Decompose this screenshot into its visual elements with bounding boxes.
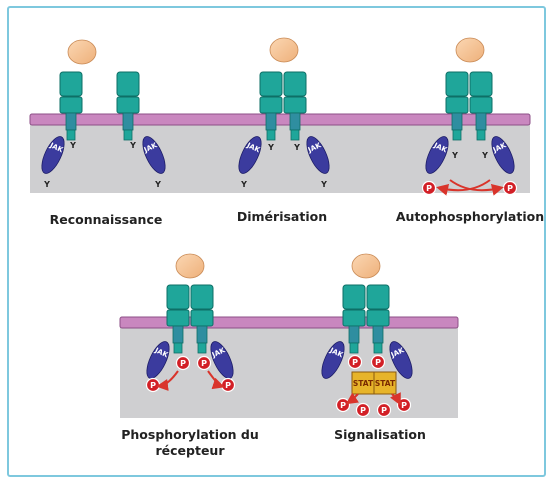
phospho-label: P (340, 401, 346, 410)
receptor-transmembrane (373, 326, 383, 343)
receptor-intracellular (267, 130, 275, 140)
receptor-intracellular (174, 343, 182, 353)
receptor-extracellular (191, 285, 213, 309)
phospho-label: P (401, 401, 407, 410)
tyrosine-label: Y (70, 141, 76, 150)
phospho-label: P (360, 406, 366, 415)
jak-label: JAK (328, 346, 345, 360)
jak-label: JAK (432, 141, 449, 155)
receptor-transmembrane (123, 113, 133, 130)
receptor-lower (117, 97, 139, 113)
receptor-extracellular (60, 72, 82, 96)
receptor-lower (284, 97, 306, 113)
receptor-intracellular (453, 130, 461, 140)
receptor-extracellular (260, 72, 282, 96)
phospho-label: P (426, 184, 432, 193)
receptor-lower (367, 310, 389, 326)
receptor-transmembrane (197, 326, 207, 343)
receptor-extracellular (470, 72, 492, 96)
receptor-transmembrane (349, 326, 359, 343)
tyrosine-label: Y (241, 180, 247, 189)
phospho-label: P (225, 381, 231, 390)
receptor-intracellular (477, 130, 485, 140)
tyrosine-label: Y (452, 151, 458, 160)
receptor-lower (191, 310, 213, 326)
label-recepteur: récepteur (155, 443, 225, 458)
label-autophosphorylation: Autophosphorylation (395, 209, 545, 224)
receptor-lower (343, 310, 365, 326)
phospho-label: P (180, 359, 186, 368)
receptor-intracellular (374, 343, 382, 353)
ligand-icon (270, 38, 298, 62)
tyrosine-label: Y (44, 180, 50, 189)
phospho-label: P (381, 406, 387, 415)
receptor-lower (167, 310, 189, 326)
ligand-icon (456, 38, 484, 62)
jak-label: JAK (48, 141, 65, 155)
tyrosine-label: Y (294, 143, 300, 152)
receptor-intracellular (124, 130, 132, 140)
jak-label: JAK (306, 141, 323, 155)
label-reconnaissance: Reconnaissance (49, 212, 163, 227)
receptor-lower (446, 97, 468, 113)
jak-label: JAK (245, 141, 262, 155)
receptor-extracellular (367, 285, 389, 309)
tyrosine-label: Y (155, 180, 161, 189)
jak-label: JAK (389, 346, 406, 360)
receptor-intracellular (291, 130, 299, 140)
phospho-label: P (150, 381, 156, 390)
receptor-extracellular (343, 285, 365, 309)
tyrosine-label: Y (482, 151, 488, 160)
phospho-label: P (507, 184, 513, 193)
label-phosphorylation-du: Phosphorylation du (121, 427, 259, 442)
receptor-lower (260, 97, 282, 113)
phospho-label: P (375, 358, 381, 367)
receptor-lower (470, 97, 492, 113)
label-signalisation: Signalisation (334, 427, 426, 442)
jak-label: JAK (491, 141, 508, 155)
stat-label: STAT (374, 379, 396, 388)
receptor-transmembrane (66, 113, 76, 130)
receptor-extracellular (446, 72, 468, 96)
label-dimerisation: Dimérisation (236, 209, 328, 224)
jak-label: JAK (153, 346, 170, 360)
ligand-icon (176, 254, 204, 278)
receptor-intracellular (67, 130, 75, 140)
receptor-transmembrane (452, 113, 462, 130)
ligand-icon (352, 254, 380, 278)
receptor-extracellular (284, 72, 306, 96)
jak-label: JAK (142, 141, 159, 155)
receptor-extracellular (167, 285, 189, 309)
receptor-transmembrane (266, 113, 276, 130)
receptor-extracellular (117, 72, 139, 96)
receptor-intracellular (198, 343, 206, 353)
receptor-intracellular (350, 343, 358, 353)
receptor-transmembrane (476, 113, 486, 130)
tyrosine-label: Y (268, 143, 274, 152)
jak-label: JAK (210, 346, 227, 360)
stat-label: STAT (352, 379, 374, 388)
tyrosine-label: Y (130, 141, 136, 150)
tyrosine-label: Y (321, 180, 327, 189)
ligand-icon (68, 40, 96, 64)
receptor-transmembrane (290, 113, 300, 130)
receptor-lower (60, 97, 82, 113)
phospho-label: P (201, 359, 207, 368)
phospho-label: P (352, 358, 358, 367)
receptor-transmembrane (173, 326, 183, 343)
